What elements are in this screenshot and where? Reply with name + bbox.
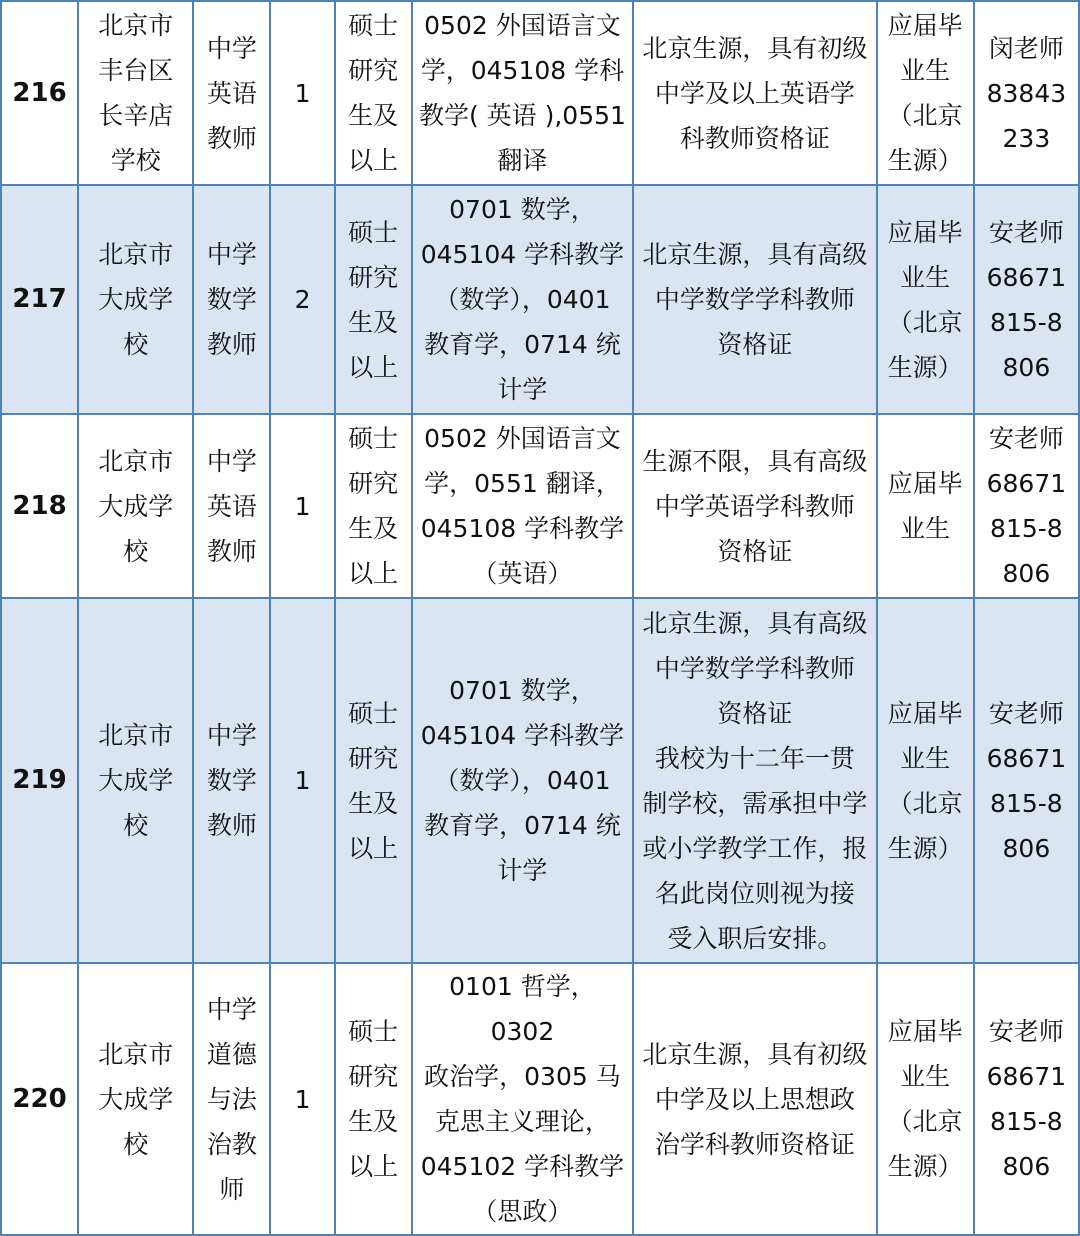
headcount-cell: 2 (270, 185, 334, 414)
table-row (1, 963, 1079, 1235)
education-cell: 硕士 研究 生及 以上 (335, 185, 412, 414)
row-number: 217 (1, 185, 78, 414)
table-row (1, 598, 1079, 963)
requirement-cell: 生源不限，具有高级 中学英语学科教师 资格证 (633, 414, 876, 598)
candidate-cell: 应届毕 业生 (877, 414, 974, 598)
major-cell: 0502 外国语言文 学，0551 翻译， 045108 学科教学 （英语） (412, 414, 633, 598)
education-cell: 硕士 研究 生及 以上 (335, 963, 412, 1235)
headcount-cell: 1 (270, 598, 334, 963)
major-cell: 0701 数学， 045104 学科教学 （数学），0401 教育学，0714 统 计学 (412, 185, 633, 414)
contact-cell: 安老师 68671 815-8 806 (974, 963, 1079, 1235)
row-number: 219 (1, 598, 78, 963)
education-cell: 硕士 研究 生及 以上 (335, 598, 412, 963)
contact-cell: 安老师 68671 815-8 806 (974, 185, 1079, 414)
row-number: 220 (1, 963, 78, 1235)
headcount-cell: 1 (270, 414, 334, 598)
requirement-cell: 北京生源，具有高级 中学数学学科教师 资格证 我校为十二年一贯 制学校，需承担中学 或小学教学工作，报 名此岗位则视为接 受入职后安排。 (633, 598, 876, 963)
table-row (1, 1, 1079, 185)
table-row (1, 414, 1079, 598)
position-cell: 中学 英语 教师 (193, 1, 270, 185)
requirement-cell: 北京生源，具有初级 中学及以上英语学 科教师资格证 (633, 1, 876, 185)
position-cell: 中学 道德 与法 治教 师 (193, 963, 270, 1235)
employer-cell: 北京市 大成学 校 (78, 963, 193, 1235)
contact-cell: 安老师 68671 815-8 806 (974, 598, 1079, 963)
candidate-cell: 应届毕 业生 （北京 生源） (877, 185, 974, 414)
employer-cell: 北京市 大成学 校 (78, 185, 193, 414)
position-cell: 中学 数学 教师 (193, 185, 270, 414)
education-cell: 硕士 研究 生及 以上 (335, 414, 412, 598)
requirement-cell: 北京生源，具有高级 中学数学学科教师 资格证 (633, 185, 876, 414)
position-cell: 中学 数学 教师 (193, 598, 270, 963)
requirement-cell: 北京生源，具有初级 中学及以上思想政 治学科教师资格证 (633, 963, 876, 1235)
row-number: 216 (1, 1, 78, 185)
candidate-cell: 应届毕 业生 （北京 生源） (877, 1, 974, 185)
headcount-cell: 1 (270, 1, 334, 185)
candidate-cell: 应届毕 业生 （北京 生源） (877, 598, 974, 963)
employer-cell: 北京市 大成学 校 (78, 414, 193, 598)
position-cell: 中学 英语 教师 (193, 414, 270, 598)
headcount-cell: 1 (270, 963, 334, 1235)
employer-cell: 北京市 大成学 校 (78, 598, 193, 963)
major-cell: 0101 哲学，0302 政治学，0305 马 克思主义理论， 045102 学科教学 （思政） (412, 963, 633, 1235)
education-cell: 硕士 研究 生及 以上 (335, 1, 412, 185)
candidate-cell: 应届毕 业生 （北京 生源） (877, 963, 974, 1235)
table-row (1, 185, 1079, 414)
contact-cell: 安老师 68671 815-8 806 (974, 414, 1079, 598)
row-number: 218 (1, 414, 78, 598)
major-cell: 0701 数学， 045104 学科教学 （数学），0401 教育学，0714 统 计学 (412, 598, 633, 963)
major-cell: 0502 外国语言文 学，045108 学科 教学( 英语 ),0551 翻译 (412, 1, 633, 185)
contact-cell: 闵老师 83843 233 (974, 1, 1079, 185)
employer-cell: 北京市 丰台区 长辛店 学校 (78, 1, 193, 185)
